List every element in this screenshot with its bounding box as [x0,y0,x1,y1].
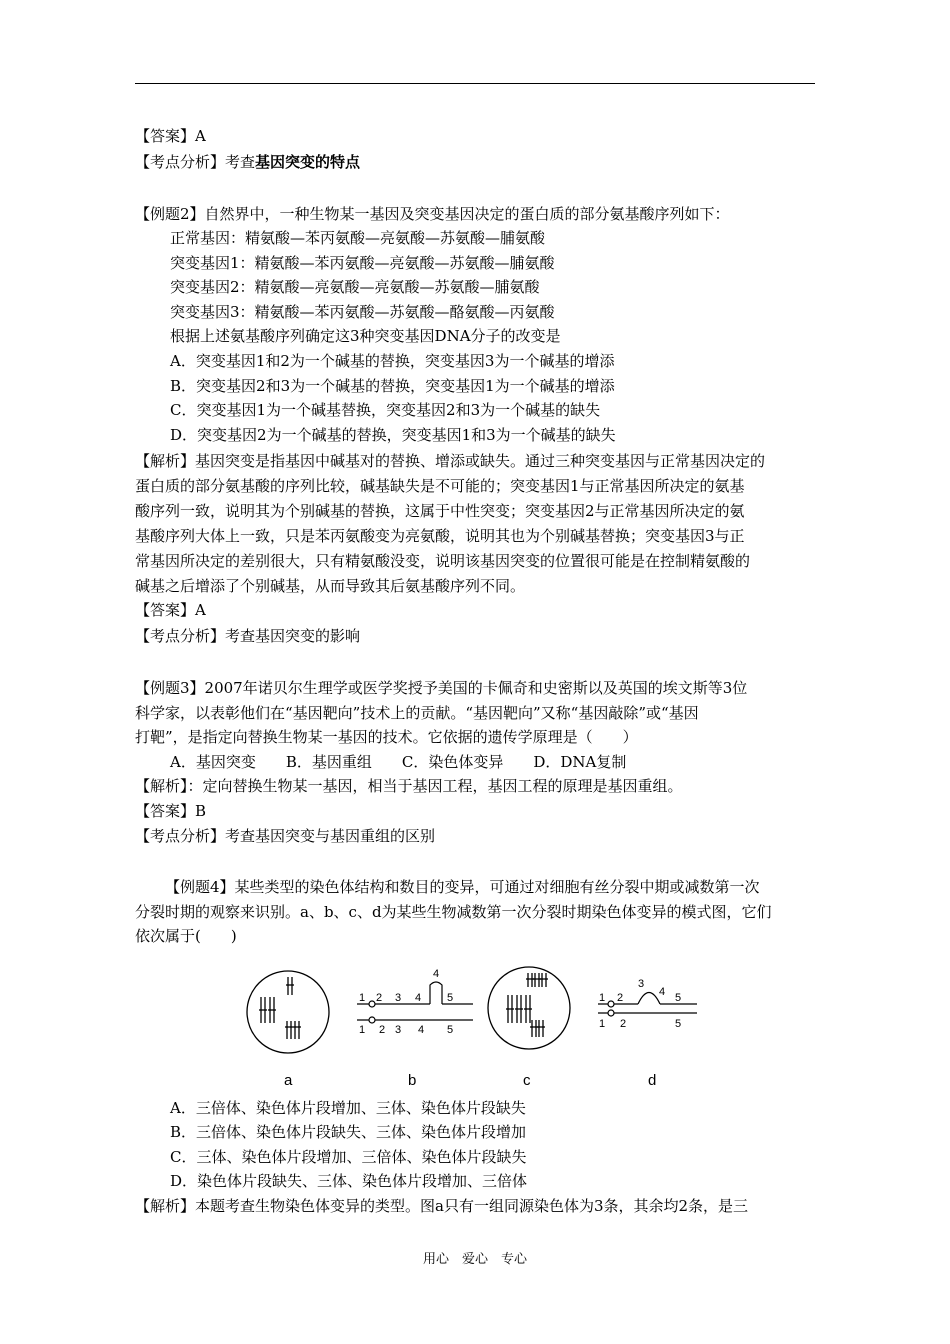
ex2-option-d: D．突变基因2为一个碱基的替换，突变基因1和3为一个碱基的缺失 [170,426,616,444]
ex4-stem-1: 【例题4】某些类型的染色体结构和数目的变异，可通过对细胞有丝分裂中期或减数第一次 [165,878,760,896]
ex2-explanation-4: 基酸序列大体上一致，只是苯丙氨酸变为亮氨酸，说明其也为个别碱基替换；突变基因3与正 [135,527,745,545]
ex2-option-a: A．突变基因1和2为一个碱基的替换，突变基因3为一个碱基的增添 [170,352,615,370]
chromosome-variation-figure [245,965,705,1095]
d-bottom-5: 5 [675,1018,682,1030]
ex2-explanation-5: 常基因所决定的差别很大，只有精氨酸没变，说明该基因突变的位置很可能是在控制精氨酸的 [135,552,751,570]
ex2-option-c: C．突变基因1为一个碱基替换，突变基因2和3为一个碱基的缺失 [170,401,601,419]
ex2-seq-m3: 突变基因3：精氨酸—苯丙氨酸—苏氨酸—酪氨酸—丙氨酸 [170,303,555,321]
panel-d-chromosome-pair [598,993,697,1017]
ex4-explanation: 【解析】本题考查生物染色体变异的类型。图a只有一组同源染色体为3条，其余均2条，是三 [135,1197,749,1215]
d-bottom-2: 2 [620,1018,627,1030]
ex1-analysis-topic: 基因突变的特点 [255,153,361,171]
ex3-stem-2: 科学家，以表彰他们在“基因靶向”技术上的贡献。“基因靶向”又称“基因敲除”或“基因 [135,704,699,722]
ex2-explanation-3: 酸序列一致，说明其为个别碱基的替换，这属于中性突变；突变基因2与正常基因所决定的氨 [135,502,745,520]
b-top-4-loop: 4 [433,968,440,980]
ex1-answer: 【答案】A [135,127,206,145]
ex2-explanation-1: 【解析】基因突变是指基因中碱基对的替换、增添或缺失。通过三种突变基因与正常基因决定的 [135,452,766,470]
ex4-stem-2: 分裂时期的观察来识别。a、b、c、d为某些生物减数第一次分裂时期染色体变异的模式图，它们 [135,903,772,921]
panel-c-cell [488,967,570,1049]
ex1-analysis-prefix: 【考点分析】考查 [135,153,256,171]
panel-a-chromosomes [259,977,301,1039]
ex2-analysis: 【考点分析】考查基因突变的影响 [135,627,361,645]
ex2-stem: 【例题2】自然界中，一种生物某一基因及突变基因决定的蛋白质的部分氨基酸序列如下： [135,205,730,223]
b-bottom-3: 3 [395,1024,402,1036]
ex2-seq-normal: 正常基因：精氨酸—苯丙氨酸—亮氨酸—苏氨酸—脯氨酸 [170,229,546,247]
ex4-option-c: C．三体、染色体片段增加、三倍体、染色体片段缺失 [170,1148,527,1166]
b-bottom-1: 1 [359,1024,366,1036]
b-bottom-4: 4 [418,1024,425,1036]
ex1-analysis [135,152,360,172]
b-top-5: 5 [447,992,454,1004]
ex4-option-b: B．三倍体、染色体片段缺失、三体、染色体片段增加 [170,1123,527,1141]
panel-a-cell [247,971,329,1053]
ex3-analysis: 【考点分析】考查基因突变与基因重组的区别 [135,827,436,845]
panel-c-chromosomes [506,973,548,1037]
ex2-seq-m2: 突变基因2：精氨酸—亮氨酸—亮氨酸—苏氨酸—脯氨酸 [170,278,540,296]
b-bottom-2: 2 [379,1024,386,1036]
ex2-explanation-6: 碱基之后增添了个别碱基，从而导致其后氨基酸序列不同。 [135,577,526,595]
ex3-stem-1: 【例题3】2007年诺贝尔生理学或医学奖授予美国的卡佩奇和史密斯以及英国的埃文斯等3位 [135,679,748,697]
panel-label-a: a [284,1072,293,1089]
page-footer: 用心 爱心 专心 [422,1252,527,1267]
b-top-1: 1 [359,992,366,1004]
ex2-question: 根据上述氨基酸序列确定这3种突变基因DNA分子的改变是 [170,327,561,345]
ex2-explanation-2: 蛋白质的部分氨基酸的序列比较，碱基缺失是不可能的；突变基因1与正常基因所决定的氨基 [135,477,745,495]
d-top-2: 2 [617,992,624,1004]
d-top-4: 4 [659,986,666,998]
d-bottom-1: 1 [599,1018,606,1030]
panel-label-b: b [408,1072,417,1089]
ex3-answer: 【答案】B [135,802,207,820]
ex3-explanation: 【解析】：定向替换生物某一基因，相当于基因工程，基因工程的原理是基因重组。 [135,777,683,795]
ex2-option-b: B．突变基因2和3为一个碱基的替换，突变基因1为一个碱基的增添 [170,377,615,395]
d-top-3: 3 [638,978,645,990]
d-top-5: 5 [675,992,682,1004]
header-rule [135,83,815,84]
ex2-answer: 【答案】A [135,601,206,619]
b-top-2: 2 [376,992,383,1004]
b-bottom-5: 5 [447,1024,454,1036]
d-top-1: 1 [599,992,606,1004]
panel-label-d: d [648,1072,657,1089]
panel-label-c: c [523,1072,531,1089]
ex4-option-a: A．三倍体、染色体片段增加、三体、染色体片段缺失 [170,1099,526,1117]
ex3-stem-3: 打靶”，是指定向替换生物某一基因的技术。它依据的遗传学原理是（ ） [135,728,638,746]
ex4-option-d: D．染色体片段缺失、三体、染色体片段增加、三倍体 [170,1172,528,1190]
b-top-4: 4 [415,992,422,1004]
ex2-seq-m1: 突变基因1：精氨酸—苯丙氨酸—亮氨酸—苏氨酸—脯氨酸 [170,254,555,272]
b-top-3: 3 [395,992,402,1004]
ex3-options: A．基因突变 B．基因重组 C．染色体变异 D．DNA复制 [170,753,627,771]
ex4-stem-3: 依次属于( ) [135,927,237,945]
panel-letters [284,1072,656,1089]
